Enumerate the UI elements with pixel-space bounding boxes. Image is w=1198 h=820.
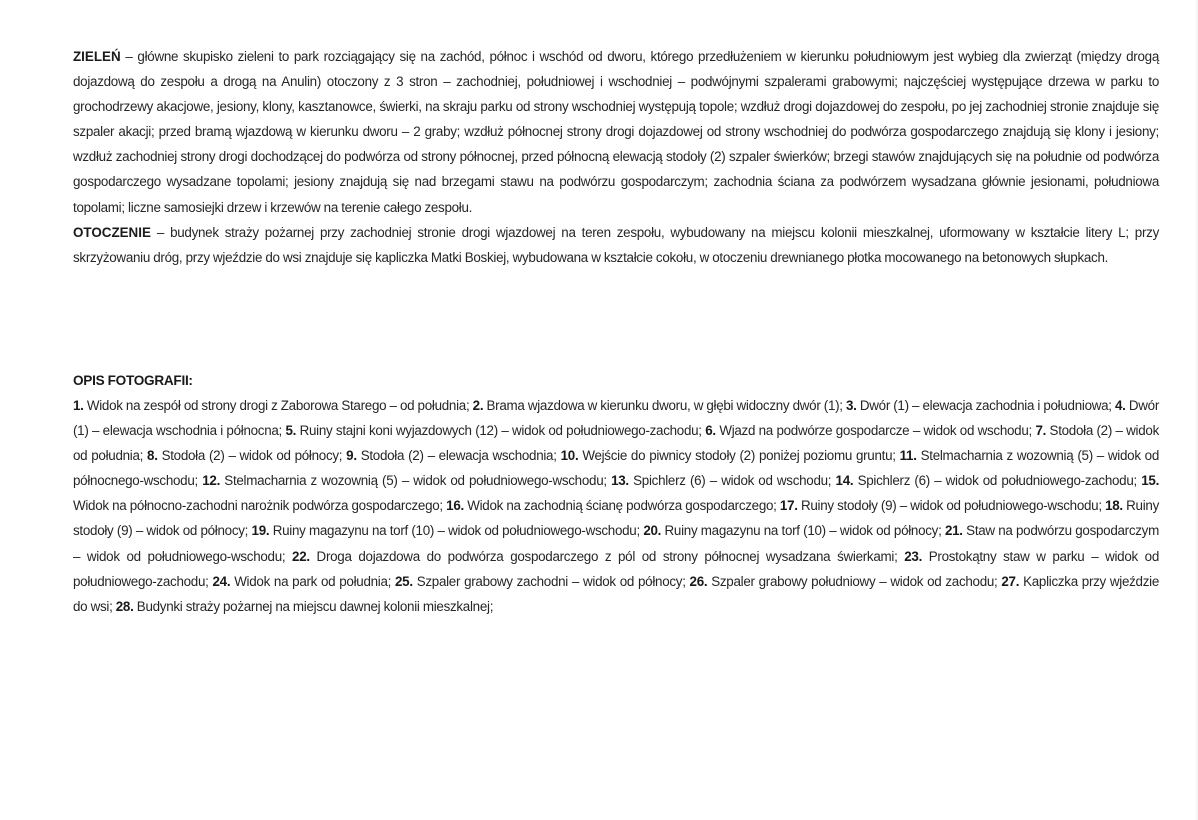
photo-item-number: 9. (346, 448, 357, 464)
photo-item-number: 21. (944, 523, 963, 539)
photo-item-text: Ruiny magazynu na torf (10) – widok od południowego-wschodu; (269, 523, 644, 539)
photo-item-number: 22. (292, 548, 310, 564)
photo-item-number: 17. (779, 498, 798, 514)
photo-item-text: Kapliczka przy wjeździe do wsi; (73, 573, 1159, 614)
photo-item-number: 23. (904, 548, 923, 564)
photo-item-text: Spichlerz (6) – widok od południowego-zachodu; (853, 473, 1142, 489)
photo-item-text: Stodoła (2) – widok od północy; (157, 448, 347, 464)
photo-item (213, 574, 396, 589)
photo-item-number: 4. (1115, 398, 1126, 413)
photo-item-text: Stodoła (2) – widok od południa; (73, 423, 1159, 464)
photo-item-text: Szpaler grabowy zachodni – widok od północy; (412, 573, 690, 589)
photo-item-number: 1. (73, 398, 84, 413)
photo-item-number: 26. (689, 573, 708, 589)
photo-list-heading: OPIS FOTOGRAFII: (73, 373, 193, 388)
photo-item-number: 18. (1105, 498, 1123, 514)
photo-item-text: Spichlerz (6) – widok od wschodu; (628, 473, 836, 489)
photo-item-text: Brama wjazdowa w kierunku dworu, w głębi widoczny dwór (1); (483, 398, 846, 413)
photo-item (147, 448, 346, 463)
photo-item-number: 5. (285, 423, 297, 439)
photo-item-text: Ruiny stodoły (9) – widok od północy; (73, 498, 1159, 539)
photo-item (780, 498, 1105, 513)
photo-item-number: 10. (560, 448, 579, 464)
photo-item-number: 19. (251, 523, 270, 539)
photo-item (643, 523, 945, 538)
otoczenie-label: OTOCZENIE (73, 224, 151, 240)
photo-item (690, 574, 1002, 589)
photo-item-text: Budynki straży pożarnej na miejscu dawnej kolonii mieszkalnej; (133, 598, 494, 614)
photo-item-number: 7. (1035, 423, 1047, 439)
photo-item (202, 473, 611, 488)
photo-item-number: 20. (643, 523, 662, 539)
photo-description-section (73, 368, 1159, 619)
photo-item (705, 423, 1035, 438)
photo-item-number: 6. (705, 423, 716, 439)
photo-item-number: 11. (899, 448, 917, 464)
photo-item-text: Prostokątny staw w parku – widok od południowego-zachodu; (73, 548, 1159, 589)
photo-item (395, 574, 690, 589)
photo-item-text: Stelmacharnia z wozownią (5) – widok od południowego-wschodu; (220, 473, 612, 489)
otoczenie-paragraph (73, 220, 1159, 270)
photo-item (473, 398, 846, 413)
zielen-paragraph (73, 44, 1159, 220)
photo-item (836, 473, 1142, 488)
photo-item-number: 25. (395, 573, 413, 589)
photo-item (561, 448, 900, 463)
photo-item-number: 16. (446, 498, 464, 514)
photo-item (252, 523, 644, 538)
zielen-label: ZIELEŃ (73, 49, 121, 64)
photo-item-text: Wjazd na podwórze gospodarcze – widok od wschodu; (715, 423, 1036, 439)
photo-item-text: Widok na park od południa; (230, 573, 396, 589)
photo-item-number: 13. (611, 473, 629, 489)
photo-item-text: Stodoła (2) – elewacja wschodnia; (356, 448, 561, 464)
zielen-text: – główne skupisko zieleni to park rozciągający się na zachód, północ i wschód od dworu, którego przedłużeniem w kierunku południowym jest wybieg dla zwierząt (między drogą dojazdową do zespołu a drogą na Anulin) otoczony z 3 stron – zachodniej, południowej i wschodniej – podwójnymi szpalerami grabowymi; najczęściej występujące drzewa w parku to grochodrzewy akacjowe, jesiony, klony, kasztanowce, świerki, na skraju parku od strony wschodniej występują topole; wzdłuż drogi dojazdowej do zespołu, po jej zachodniej stronie znajduje się szpaler akacji; przed bramą wjazdową w kierunku dworu – 2 graby; wzdłuż północnej strony drogi dojazdowej od strony wschodniej do podwórza gospodarczego znajdują się klony i jesiony; wzdłuż zachodniej strony drogi dochodzącej do podwórza od strony północnej, przed północną elewacją stodoły (2) szpaler świerków; brzegi stawów znajdujących się na południe od podwórza gospodarczego wysadzane topolami; jesiony znajdują się nad brzegami stawu na podwórzu gospodarczym; zachodnia ściana za podwórzem wysadzana głównie jesionami, południowa topolami; liczne samosiejki drzew i krzewów na terenie całego zespołu. (73, 49, 1159, 215)
photo-item-text: Szpaler grabowy południowy – widok od zachodu; (707, 573, 1002, 589)
photo-item-text: Dwór (1) – elewacja zachodnia i południowa; (856, 398, 1115, 413)
photo-item-text: Ruiny stodoły (9) – widok od południowego-wschodu; (797, 498, 1106, 514)
photo-item-number: 15. (1141, 473, 1160, 489)
photo-item (73, 398, 473, 413)
photo-item-text: Widok na zachodnią ścianę podwórza gospodarczego; (463, 498, 780, 514)
photo-item-number: 27. (1001, 573, 1020, 589)
photo-item-number: 14. (835, 473, 854, 489)
photo-item-text: Wejście do piwnicy stodoły (2) poniżej poziomu gruntu; (578, 448, 900, 464)
photo-item-text: Dwór (1) – elewacja wschodnia i północna; (73, 398, 1159, 439)
photo-item-number: 3. (846, 398, 857, 413)
photo-item (611, 473, 835, 488)
photo-item (346, 448, 560, 463)
photo-item-number: 12. (202, 473, 221, 489)
photo-item-number: 28. (115, 598, 134, 614)
photo-item-text: Stelmacharnia z wozownią (5) – widok od północnego-wschodu; (73, 448, 1160, 489)
photo-item (292, 549, 904, 564)
photo-item-text: Ruiny magazynu na torf (10) – widok od północy; (661, 523, 945, 539)
photo-item (446, 498, 780, 513)
description-section (73, 44, 1159, 270)
photo-item-text: Widok na północno-zachodni narożnik podwórza gospodarczego; (73, 498, 447, 514)
photo-list (73, 393, 1159, 619)
photo-item-text: Ruiny stajni koni wyjazdowych (12) – widok od południowego-zachodu; (296, 423, 706, 439)
photo-item (846, 398, 1115, 413)
photo-item-text: Droga dojazdowa do podwórza gospodarczego z pól od strony północnej wysadzana świerkami; (309, 548, 905, 564)
photo-item (285, 423, 705, 438)
photo-item-text: Widok na zespół od strony drogi z Zaborowa Starego – od południa; (83, 398, 473, 413)
photo-item (116, 599, 493, 614)
photo-item-number: 8. (147, 448, 158, 464)
photo-item-text: Staw na podwórzu gospodarczym – widok od południowego-wschodu; (73, 523, 1159, 564)
photo-item-number: 24. (212, 573, 231, 589)
otoczenie-text: – budynek straży pożarnej przy zachodniej stronie drogi wjazdowej na teren zespołu, wybudowany na miejscu kolonii mieszkalnej, uformowany w kształcie litery L; przy skrzyżowaniu dróg, przy wjeździe do wsi znajduje się kapliczka Matki Boskiej, wybudowana w kształcie cokołu, w otoczeniu drewnianego płotka mocowanego na betonowych słupkach. (73, 224, 1159, 265)
photo-item-number: 2. (472, 398, 484, 413)
